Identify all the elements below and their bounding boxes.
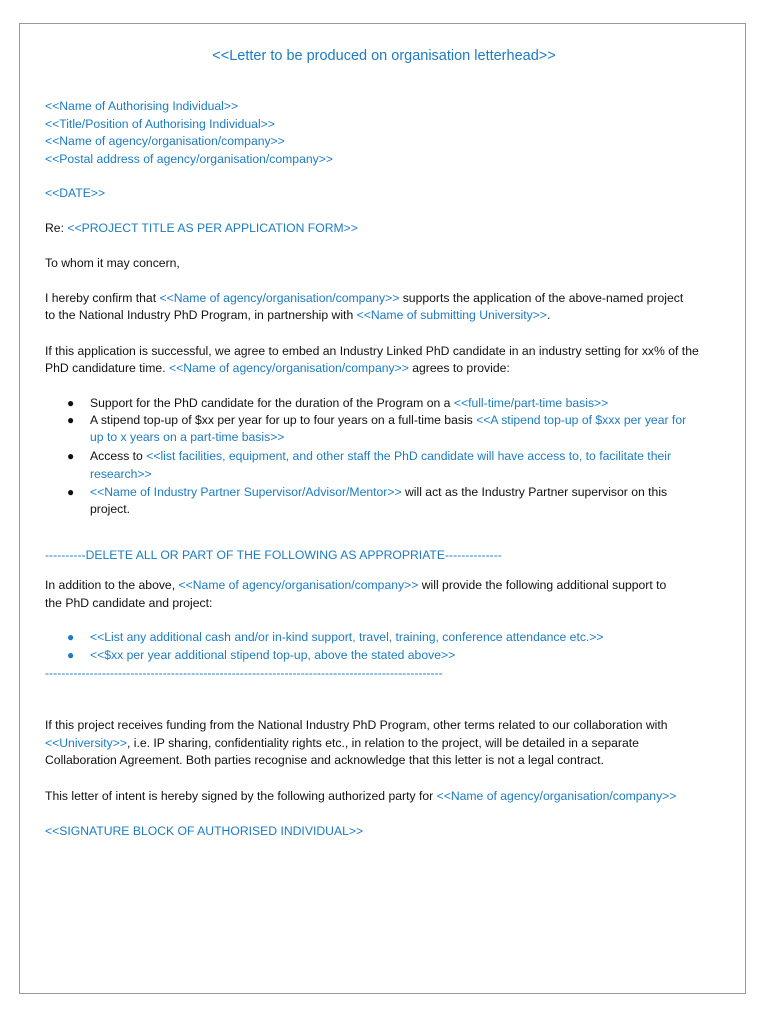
- bullet-access: [90, 448, 671, 465]
- para4-line2: [45, 735, 639, 752]
- para1-university: <<Name of submitting University>>: [356, 308, 547, 322]
- authoriser-position: <<Title/Position of Authorising Individual>>: [45, 117, 275, 131]
- para4-line3: Collaboration Agreement. Both parties recognise and acknowledge that this letter is not a legal contract.: [45, 753, 604, 767]
- para1-line1: [45, 290, 683, 307]
- para4-university: <<University>>: [45, 736, 127, 750]
- para1-line2: [45, 307, 550, 324]
- para5-agency: <<Name of agency/organisation/company>>: [436, 789, 677, 803]
- bullet-stipend-cont: up to x years on a part-time basis>>: [90, 430, 285, 444]
- bullet-dot: ●: [67, 648, 75, 662]
- para3-agency: <<Name of agency/organisation/company>>: [178, 578, 419, 592]
- project-title: <<PROJECT TITLE AS PER APPLICATION FORM>>: [67, 221, 358, 235]
- para2-text-a: PhD candidature time.: [45, 361, 169, 375]
- bullet-dot: ●: [67, 630, 75, 644]
- para4-text-a: , i.e. IP sharing, confidentiality rights etc., in relation to the project, will be detailed in a separate: [126, 736, 639, 750]
- para2-agency: <<Name of agency/organisation/company>>: [168, 361, 409, 375]
- date-field: <<DATE>>: [45, 186, 106, 200]
- re-label: Re:: [45, 221, 68, 235]
- bullet-support-text: Support for the PhD candidate for the duration of the Program on a: [90, 396, 454, 410]
- bullet-supervisor-placeholder: <<Name of Industry Partner Supervisor/Advisor/Mentor>>: [90, 485, 402, 499]
- bullet-dot: ●: [67, 396, 75, 410]
- bullet-supervisor: [90, 484, 667, 501]
- para2-line1: If this application is successful, we agree to embed an Industry Linked PhD candidate in an industry setting for xx% of the: [45, 344, 699, 358]
- bullet-stipend-placeholder: <<A stipend top-up of $xxx per year for: [476, 413, 687, 427]
- optional-support: <<List any additional cash and/or in-kind support, travel, training, conference attendance etc.>>: [90, 630, 604, 644]
- salutation: To whom it may concern,: [45, 256, 180, 270]
- delete-marker: ----------DELETE ALL OR PART OF THE FOLLOWING AS APPROPRIATE--------------: [45, 548, 502, 562]
- para2-line2: [45, 360, 510, 377]
- bullet-access-placeholder: <<list facilities, equipment, and other staff the PhD candidate will have access to, to facilitate their: [146, 449, 672, 463]
- bullet-stipend: [90, 412, 686, 429]
- para1-agency: <<Name of agency/organisation/company>>: [159, 291, 400, 305]
- end-marker: --------------------------------------------------------------------------------------------------: [45, 666, 443, 680]
- para1-text-b: supports the application of the above-named project: [399, 291, 684, 305]
- para1-text-c: to the National Industry PhD Program, in partnership with: [45, 308, 357, 322]
- letterhead-note: <<Letter to be produced on organisation letterhead>>: [212, 48, 556, 64]
- agency-name: <<Name of agency/organisation/company>>: [45, 134, 285, 148]
- bullet-dot: ●: [67, 485, 75, 499]
- optional-stipend: <<$xx per year additional stipend top-up, above the stated above>>: [90, 648, 456, 662]
- re-line: [45, 220, 358, 237]
- bullet-supervisor-text: will act as the Industry Partner supervisor on this: [401, 485, 668, 499]
- para5-text: This letter of intent is hereby signed by the following authorized party for: [45, 789, 437, 803]
- postal-address: <<Postal address of agency/organisation/company>>: [45, 152, 333, 166]
- bullet-stipend-text: A stipend top-up of $xx per year for up to four years on a full-time basis: [90, 413, 477, 427]
- bullet-support-basis: <<full-time/part-time basis>>: [453, 396, 609, 410]
- bullet-access-text: Access to: [90, 449, 147, 463]
- para3-line1: [45, 577, 666, 594]
- bullet-support: [90, 395, 608, 412]
- para3-text-b: will provide the following additional support to: [418, 578, 667, 592]
- para3-line2: the PhD candidate and project:: [45, 596, 213, 610]
- para1-text-d: .: [546, 308, 551, 322]
- bullet-access-cont: research>>: [90, 467, 152, 481]
- bullet-dot: ●: [67, 449, 75, 463]
- bullet-supervisor-cont: project.: [90, 502, 130, 516]
- para2-text-b: agrees to provide:: [408, 361, 510, 375]
- para5: [45, 788, 676, 805]
- para4-line1: If this project receives funding from the National Industry PhD Program, other terms related to our collaboration with: [45, 718, 668, 732]
- bullet-dot: ●: [67, 413, 75, 427]
- para3-text-a: In addition to the above,: [45, 578, 179, 592]
- para1-text-a: I hereby confirm that: [45, 291, 160, 305]
- authoriser-name: <<Name of Authorising Individual>>: [45, 99, 239, 113]
- signature-block: <<SIGNATURE BLOCK OF AUTHORISED INDIVIDUAL>>: [45, 824, 364, 838]
